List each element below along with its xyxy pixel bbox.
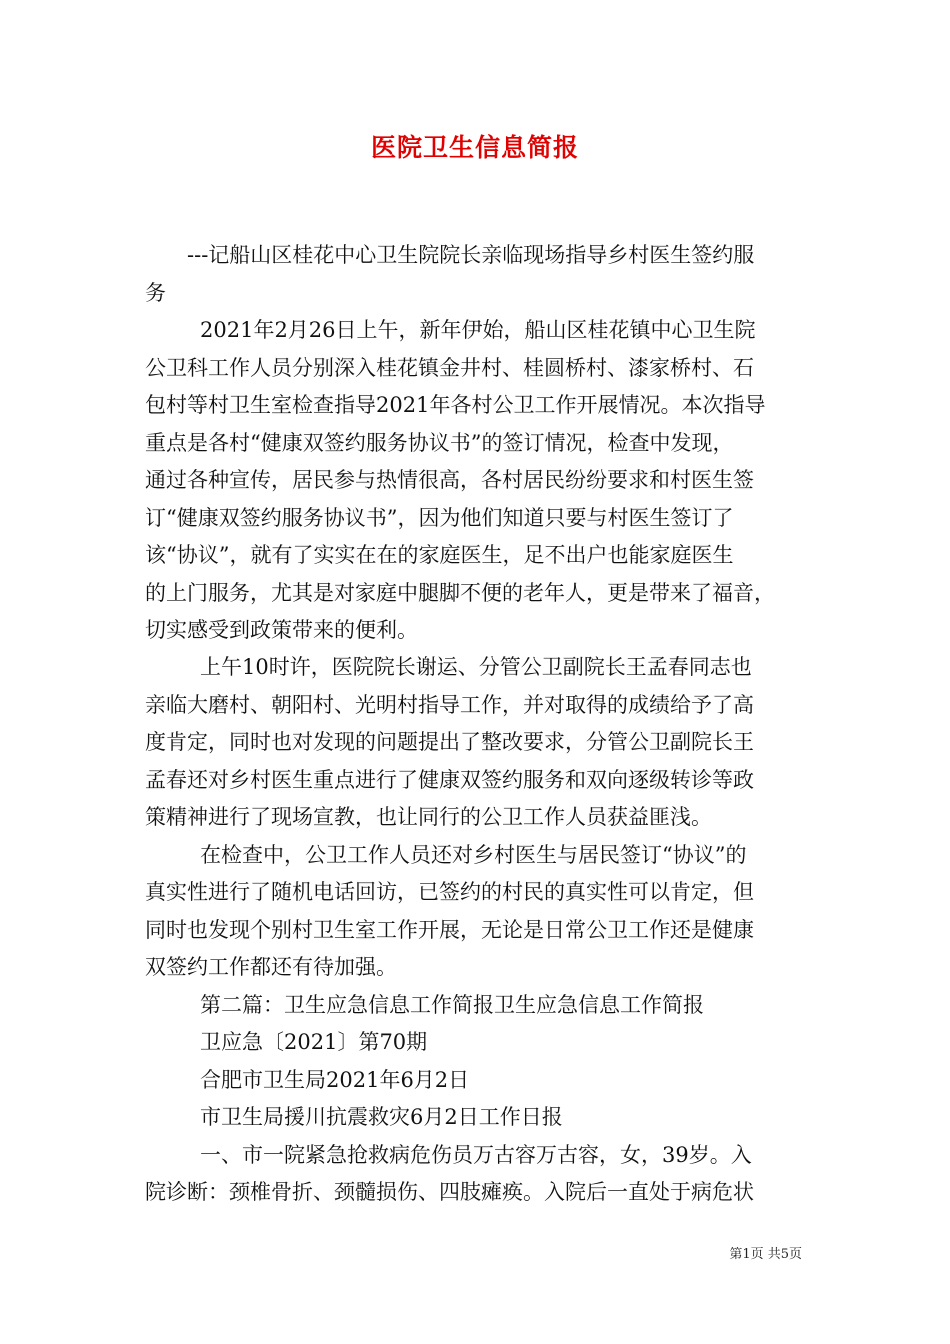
text-line: 真实性进行了随机电话回访，已签约的村民的真实性可以肯定，但	[145, 880, 754, 904]
document-title: 医院卫生信息简报	[370, 133, 579, 162]
text-line: 第二篇：卫生应急信息工作简报卫生应急信息工作简报	[200, 993, 704, 1017]
text-line: ---记船山区桂花中心卫生院院长亲临现场指导乡村医生签约服	[187, 243, 755, 267]
text-line: 在检查中，公卫工作人员还对乡村医生与居民签订“协议”的	[200, 843, 747, 867]
text-line: 市卫生局援川抗震救灾6月2日工作日报	[200, 1105, 563, 1129]
text-line: 该“协议”，就有了实实在在的家庭医生，足不出户也能家庭医生	[145, 543, 734, 567]
text-line: 度肯定，同时也对发现的问题提出了整改要求，分管公卫副院长王	[145, 730, 754, 754]
text-line: 双签约工作都还有待加强。	[145, 955, 397, 979]
text-line: 通过各种宣传，居民参与热情很高，各村居民纷纷要求和村医生签	[145, 468, 754, 492]
text-line: 一、市一院紧急抢救病危伤员万古容万古容，女，39岁。入	[200, 1143, 752, 1167]
text-line: 重点是各村“健康双签约服务协议书”的签订情况，检查中发现，	[145, 431, 734, 455]
text-line: 院诊断：颈椎骨折、颈髓损伤、四肢瘫痪。入院后一直处于病危状	[145, 1180, 754, 1204]
text-line: 上午10时许，医院院长谢运、分管公卫副院长王孟春同志也	[200, 655, 752, 679]
text-line: 合肥市卫生局2021年6月2日	[200, 1068, 470, 1092]
text-line: 2021年2月26日上午，新年伊始，船山区桂花镇中心卫生院	[200, 318, 756, 342]
text-line: 切实感受到政策带来的便利。	[145, 618, 418, 642]
text-line: 亲临大磨村、朝阳村、光明村指导工作，并对取得的成绩给予了高	[145, 693, 754, 717]
page-number: 第1页 共5页	[729, 1247, 802, 1262]
text-line: 的上门服务，尤其是对家庭中腿脚不便的老年人，更是带来了福音，	[145, 581, 775, 605]
text-line: 公卫科工作人员分别深入桂花镇金井村、桂圆桥村、漆家桥村、石	[145, 356, 754, 380]
text-line: 包村等村卫生室检查指导2021年各村公卫工作开展情况。本次指导	[145, 393, 766, 417]
text-line: 订“健康双签约服务协议书”，因为他们知道只要与村医生签订了	[145, 506, 734, 530]
text-line: 务	[145, 281, 166, 305]
text-line: 同时也发现个别村卫生室工作开展，无论是日常公卫工作还是健康	[145, 918, 754, 942]
text-line: 卫应急〔2021〕第70期	[200, 1030, 428, 1054]
text-line: 策精神进行了现场宣教，也让同行的公卫工作人员获益匪浅。	[145, 805, 712, 829]
text-line: 孟春还对乡村医生重点进行了健康双签约服务和双向逐级转诊等政	[145, 768, 754, 792]
